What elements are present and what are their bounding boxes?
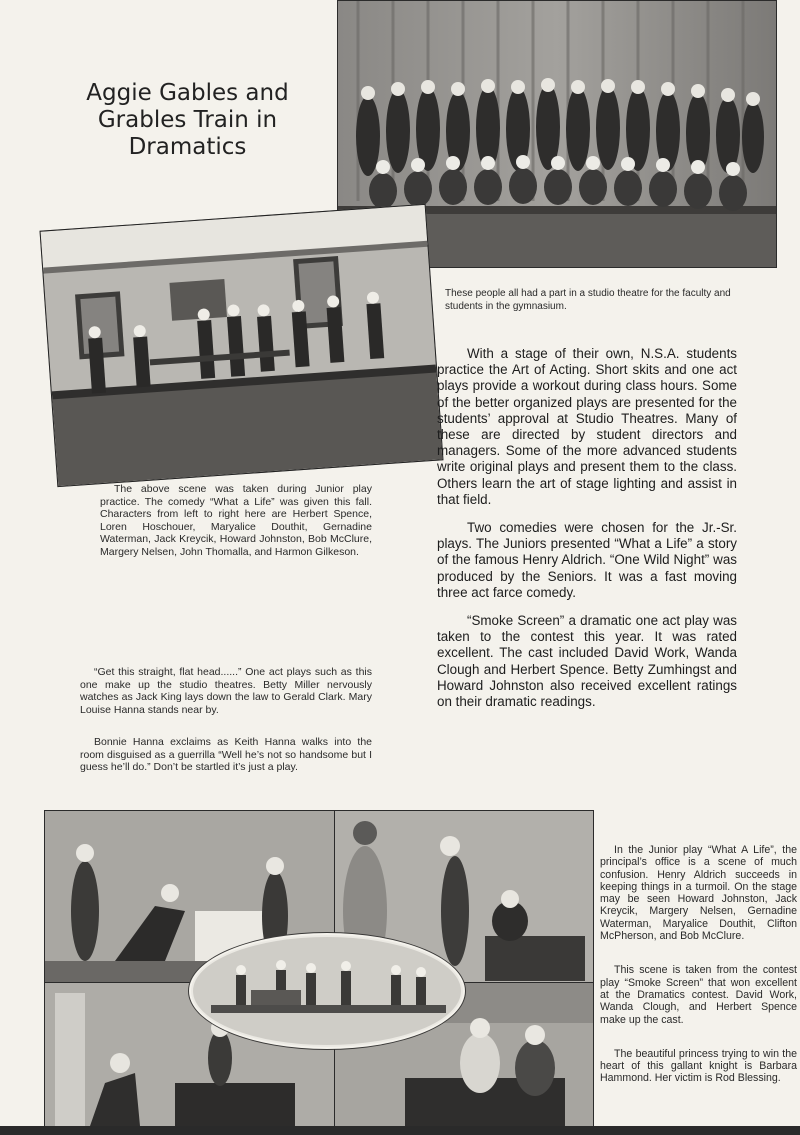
- right-caption-1: In the Junior play “What A Life”, the principal’s office is a scene of much confusion. Henry Aldrich succeeds in keeping things in a turmoil. On the stage may be seen Howard Johnston, Jack Kreycik, Margery Nelsen, Gernadine Waterman, Maryalice Douthit, Clifton McPherson, and Bob McClure.: [600, 844, 797, 943]
- right-caption-2: This scene is taken from the contest play “Smoke Screen” that won excellent at the Dramatics contest. David Work, Wanda Clough, and Herbert Spence make up the cast.: [600, 964, 797, 1026]
- left-caption-3: Bonnie Hanna exclaims as Keith Hanna walks into the room disguised as a guerrilla “Well he’s not so handsome but I guess he’ll do.” Don’t be startled it’s just a play.: [80, 736, 372, 773]
- body-paragraph-2: Two comedies were chosen for the Jr.-Sr. plays. The Juniors presented “What a Life” a story of the famous Henry Aldrich. “One Wild Night” was produced by the Seniors. It was a fast moving three act farce comedy.: [437, 520, 737, 600]
- junior-practice-caption: [100, 483, 372, 572]
- right-caption-3: The beautiful princess trying to win the heart of this gallant knight is Barbara Hammond. Her victim is Rod Blessing.: [600, 1047, 797, 1085]
- group-photo-caption: These people all had a part in a studio theatre for the faculty and students in the gymnasium.: [445, 288, 731, 312]
- collage-oval-inset: [189, 933, 465, 1049]
- left-caption-1: The above scene was taken during Junior play practice. The comedy “What a Life” was given this fall. Characters from left to right here are Herbert Spence, Loren Hoschouer, Maryalice Douthit, Gernadine Waterman, Jack Kreycik, Howard Johnston, Bob McClure, Margery Nelsen, John Thomalla, and Harmon Gilkeson.: [100, 483, 372, 558]
- body-paragraph-3: “Smoke Screen” a dramatic one act play was taken to the contest this year. It was rated excellent. The cast included David Work, Wanda Clough and Herbert Spence. Betty Zumhingst and Howard Johnston also received excellent ratings on their dramatic readings.: [437, 613, 737, 710]
- left-caption-2: “Get this straight, flat head......” One act plays such as this one make up the studio theatres. Betty Miller nervously watches as Jack King lays down the law to Gerald Clark. Mary Louise Hanna stands near by.: [80, 666, 372, 716]
- title-line-3: Dramatics: [128, 134, 247, 160]
- body-paragraph-1: With a stage of their own, N.S.A. students practice the Art of Acting. Short skits and one act plays provide a workout during class hours. Some of the better organized plays are presented for the students’ approval at Studio Theatres. Many of these are directed by student directors and managers. Some of the more advanced students write original plays and present them to the class. Others learn the art of stage lighting and assist in that field.: [437, 346, 737, 507]
- junior-practice-photo: [40, 204, 444, 487]
- title-line-1: Aggie Gables and: [86, 80, 289, 106]
- one-act-captions: [80, 666, 372, 788]
- collage-captions: [600, 844, 797, 1097]
- page-bottom-edge: [0, 1126, 800, 1135]
- title-line-2: Grables Train in: [97, 107, 278, 133]
- page-title: [60, 80, 315, 161]
- article-body: [437, 346, 737, 722]
